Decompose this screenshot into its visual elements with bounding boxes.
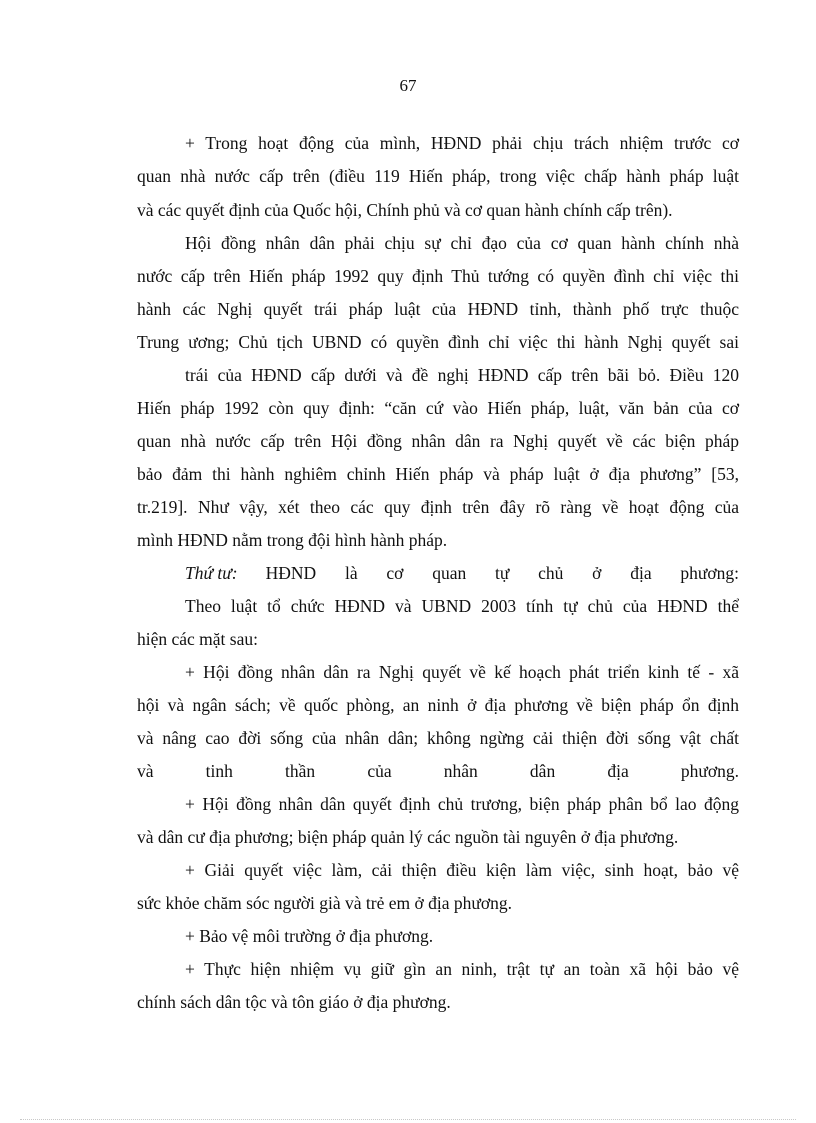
paragraph-line: hành các Nghị quyết trái pháp luật của HĐND tỉnh, thành phố trực thuộc <box>137 299 739 319</box>
paragraph-line: hội và ngân sách; về quốc phòng, an ninh ở địa phương về biện pháp ổn định <box>137 695 739 715</box>
paragraph-line: nước cấp trên Hiến pháp 1992 quy định Thủ tướng có quyền đình chỉ việc thi <box>137 266 739 286</box>
paragraph-line: sức khỏe chăm sóc người già và trẻ em ở địa phương. <box>137 893 513 913</box>
paragraph-line: hiện các mặt sau: <box>137 629 258 649</box>
paragraph-line: + Trong hoạt động của mình, HĐND phải chịu trách nhiệm trước cơ <box>185 133 739 153</box>
paragraph-line: mình HĐND nằm trong đội hình hành pháp. <box>137 530 448 550</box>
paragraph-line: và tinh thần của nhân dân địa phương. <box>137 761 739 781</box>
paragraph-line: + Thực hiện nhiệm vụ giữ gìn an ninh, trật tự an toàn xã hội bảo vệ <box>185 959 739 979</box>
page-number: 67 <box>399 76 417 95</box>
paragraph-line: quan nhà nước cấp trên (điều 119 Hiến pháp, trong việc chấp hành pháp luật <box>137 166 739 186</box>
paragraph-line: và các quyết định của Quốc hội, Chính phủ và cơ quan hành chính cấp trên). <box>137 200 673 220</box>
paragraph-line: chính sách dân tộc và tôn giáo ở địa phương. <box>137 992 451 1012</box>
page-bottom-rule <box>20 1119 796 1120</box>
paragraph-line: bảo đảm thi hành nghiêm chỉnh Hiến pháp và pháp luật ở địa phương” [53, <box>137 464 739 484</box>
heading-text: HĐND là cơ quan tự chủ ở địa phương: <box>265 563 739 583</box>
paragraph-line: Theo luật tổ chức HĐND và UBND 2003 tính tự chủ của HĐND thể <box>185 596 739 616</box>
paragraph-line: quan nhà nước cấp trên Hội đồng nhân dân ra Nghị quyết về các biện pháp <box>137 431 739 451</box>
italic-lead: Thứ tư: <box>185 563 238 583</box>
paragraph-line: Hiến pháp 1992 còn quy định: “căn cứ vào Hiến pháp, luật, văn bản của cơ <box>137 398 739 418</box>
paragraph-line: và dân cư địa phương; biện pháp quản lý các nguồn tài nguyên ở địa phương. <box>137 827 679 847</box>
paragraph-line: Hội đồng nhân dân phải chịu sự chỉ đạo của cơ quan hành chính nhà <box>185 233 739 253</box>
paragraph-line: + Hội đồng nhân dân ra Nghị quyết về kế hoạch phát triển kinh tế - xã <box>185 662 739 682</box>
paragraph-line: và nâng cao đời sống của nhân dân; không ngừng cải thiện đời sống vật chất <box>137 728 739 748</box>
paragraph-line: tr.219]. Như vậy, xét theo các quy định trên đây rõ ràng về hoạt động của <box>137 497 739 517</box>
heading-line <box>185 562 739 584</box>
paragraph-line: + Hội đồng nhân dân quyết định chủ trương, biện pháp phân bổ lao động <box>185 794 739 814</box>
paragraph-line: trái của HĐND cấp dưới và đề nghị HĐND cấp trên bãi bỏ. Điều 120 <box>185 365 739 385</box>
paragraph-line: + Bảo vệ môi trường ở địa phương. <box>185 926 434 946</box>
paragraph-line: Trung ương; Chủ tịch UBND có quyền đình chỉ việc thi hành Nghị quyết sai <box>137 332 739 352</box>
paragraph-line: + Giải quyết việc làm, cải thiện điều kiện làm việc, sinh hoạt, bảo vệ <box>185 860 739 880</box>
